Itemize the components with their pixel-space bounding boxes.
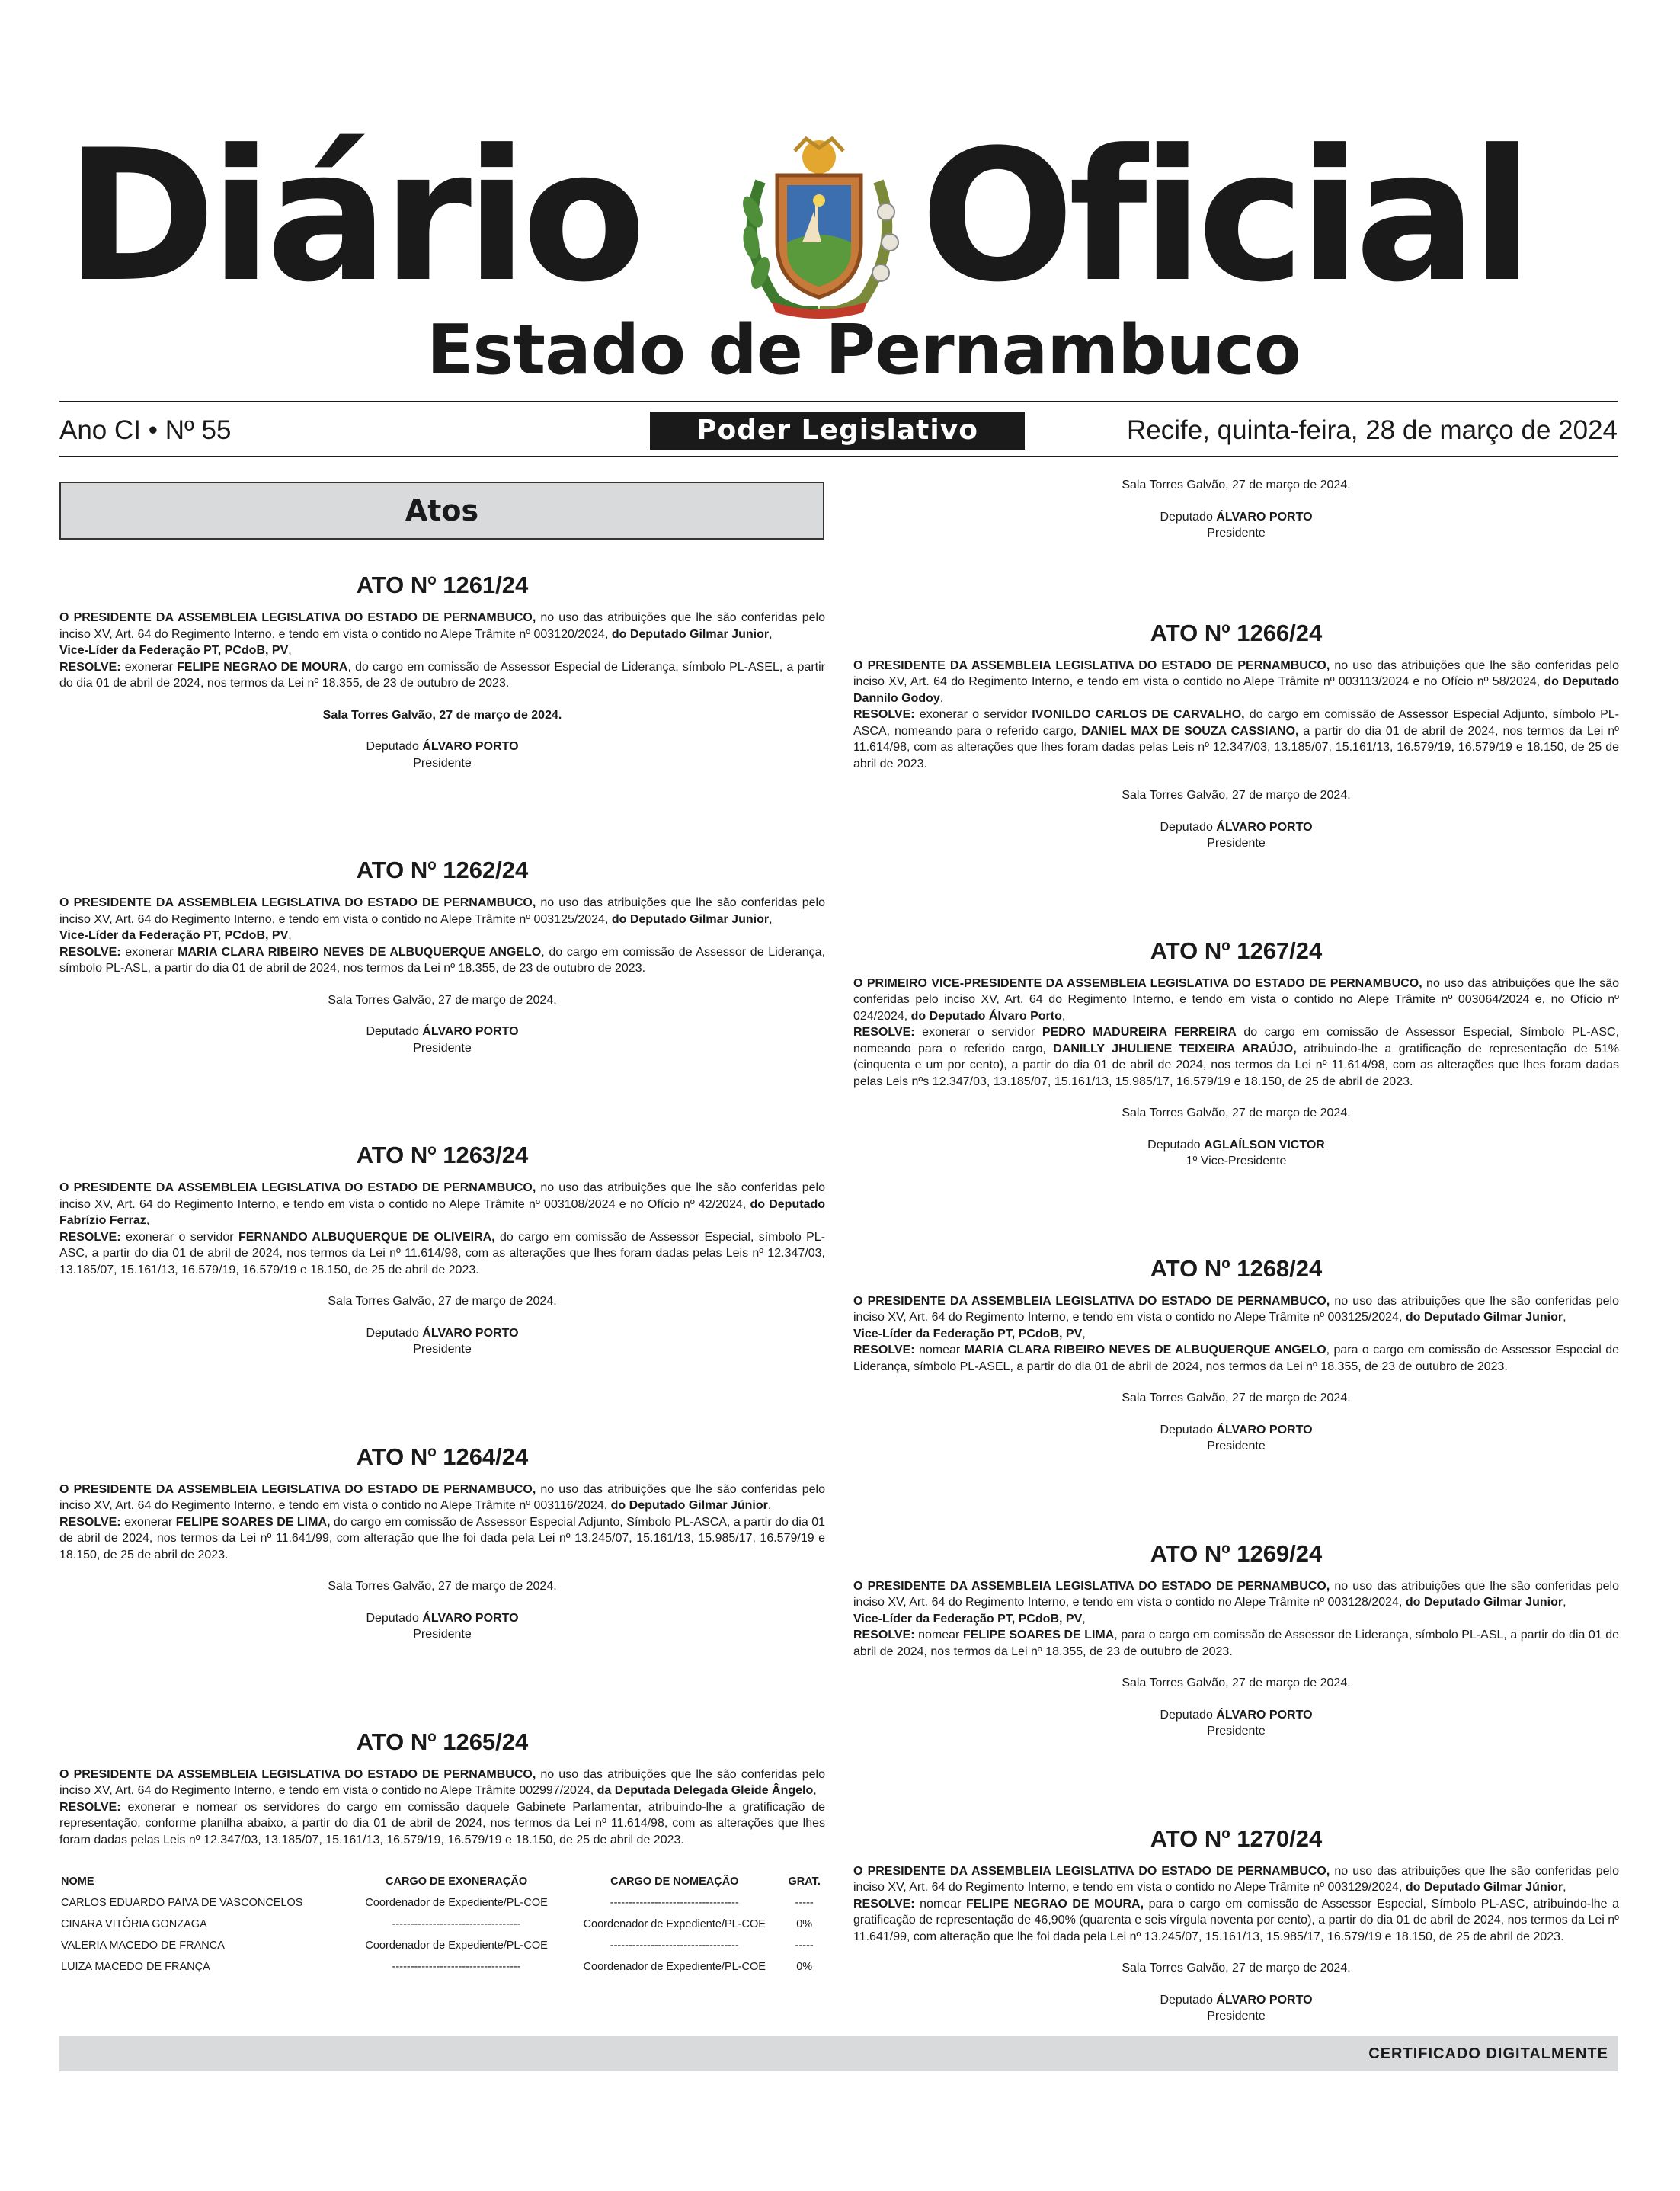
act-body: O PRESIDENTE DA ASSEMBLEIA LEGISLATIVA DO ESTADO DE PERNAMBUCO, no uso das atribuições que lhe são conferidas pelo inciso XV, Art. 64 do Regimento Interno, e tendo em vista o contido no Alepe Trâmite nº 003113/2024 e no Ofício nº 58/2024, do Deputado Dannilo Godoy, RESOLVE: exonerar o servidor IVONILDO CARLOS DE CARVALHO, do cargo em comissão de Assessor Especial Adjunto, símbolo PL-ASCA, nomeando para o referido cargo, DANIEL MAX DE SOUZA CASSIANO, a partir do dia 01 de abril de 2024, nos termos da Lei nº 11.614/98, com as alterações que lhes foram dadas pelas Leis nº 12.347/03, 13.185/07, 15.161/13, 16.579/19, 16.579/19 e 18.150, de 25 de abril de 2023.	[853, 658, 1620, 770]
act-title: ATO Nº 1270/24	[1150, 1824, 1323, 1852]
table-cell: CARLOS EDUARDO PAIVA DE VASCONCELOS	[61, 1897, 303, 1909]
table-cell: -----------------------------------	[610, 1897, 739, 1909]
table-cell: 0%	[796, 1918, 813, 1930]
act-signature-role: Presidente	[413, 1628, 472, 1641]
act-block	[59, 1140, 825, 1358]
table-row	[59, 1914, 825, 1935]
act-signature-role: Presidente	[1207, 837, 1266, 850]
act-block	[853, 1539, 1619, 1740]
act-title: ATO Nº 1261/24	[356, 572, 529, 598]
act-block	[59, 1442, 825, 1643]
table-header: NOME	[61, 1875, 94, 1888]
info-bar	[59, 404, 1618, 457]
right-column	[853, 477, 1619, 2037]
header-rule-top	[59, 401, 1618, 402]
act-block	[853, 1824, 1619, 2025]
act-body: O PRESIDENTE DA ASSEMBLEIA LEGISLATIVA DO ESTADO DE PERNAMBUCO, no uso das atribuições que lhe são conferidas pelo inciso XV, Art. 64 do Regimento Interno, e tendo em vista o contido no Alepe Trâmite nº 003125/2024, do Deputado Gilmar Junior, Vice-Líder da Federação PT, PCdoB, PV, RESOLVE: exonerar MARIA CLARA RIBEIRO NEVES DE ALBUQUERQUE ANGELO, do cargo em comissão de Assessor de Liderança, símbolo PL-ASL, a partir do dia 01 de abril de 2024, nos termos da Lei nº 18.355, de 23 de outubro de 2023.	[59, 896, 826, 975]
pernambuco-coat-of-arms-icon	[730, 128, 909, 319]
table-cell: -----	[795, 1940, 814, 1952]
table-header: CARGO DE NOMEAÇÃO	[610, 1875, 739, 1888]
table-cell: CINARA VITÓRIA GONZAGA	[61, 1918, 207, 1930]
act-title: ATO Nº 1266/24	[1150, 619, 1323, 646]
header-rule-bottom	[59, 456, 1618, 457]
act-body: O PRESIDENTE DA ASSEMBLEIA LEGISLATIVA DO ESTADO DE PERNAMBUCO, no uso das atribuições que lhe são conferidas pelo inciso XV, Art. 64 do Regimento Interno, e tendo em vista o contido no Alepe Trâmite 002997/2024, da Deputada Delegada Gleide Ângelo, RESOLVE: exonerar e nomear os servidores do cargo em comissão daquele Gabinete Parlamentar, atribuindo-lhe a gratificação de representação, conforme planilha abaixo, a partir do dia 01 de abril de 2024, nos termos da Lei nº 11.614/98, com as alterações que lhes foram dadas pelas Leis nº 12.347/03, 13.185/07, 15.161/13, 16.579/19, 16.579/19 e 18.150, de 25 de abril de 2023.	[59, 1767, 825, 1847]
act-place-date: Sala Torres Galvão, 27 de março de 2024.	[322, 708, 562, 722]
act-place-date: Sala Torres Galvão, 27 de março de 2024.	[1122, 789, 1351, 802]
continued-signature	[853, 477, 1619, 542]
act-title: ATO Nº 1263/24	[356, 1142, 529, 1168]
act-signature: Deputado ÁLVARO PORTO	[366, 1326, 519, 1340]
act-signature-role: Presidente	[413, 1343, 472, 1356]
table-header: CARGO DE EXONERAÇÃO	[386, 1875, 528, 1888]
edition-number: Ano CI • Nº 55	[59, 415, 232, 445]
publication-date: Recife, quinta-feira, 28 de março de 2024	[1127, 415, 1618, 445]
masthead	[59, 111, 1621, 322]
act-block	[59, 570, 825, 771]
act-block	[59, 855, 825, 1056]
act-signature-role: Presidente	[1207, 2010, 1266, 2023]
act-place-date: Sala Torres Galvão, 27 de março de 2024.	[328, 993, 557, 1007]
table-row	[59, 1956, 825, 1978]
act-place-date: Sala Torres Galvão, 27 de março de 2024.	[1122, 1677, 1351, 1690]
table-cell: Coordenador de Expediente/PL-COE	[583, 1918, 766, 1930]
act-signature: Deputado ÁLVARO PORTO	[1160, 510, 1313, 524]
table-header-row	[59, 1871, 825, 1892]
staff-table	[59, 1871, 825, 1978]
table-cell: 0%	[796, 1961, 813, 1973]
table-header: GRAT.	[788, 1875, 821, 1888]
act-title: ATO Nº 1265/24	[356, 1728, 529, 1755]
digital-certificate-label: CERTIFICADO DIGITALMENTE	[1368, 2045, 1608, 2062]
section-badge: Poder Legislativo	[650, 412, 1025, 450]
table-row	[59, 1935, 825, 1956]
act-body: O PRESIDENTE DA ASSEMBLEIA LEGISLATIVA DO ESTADO DE PERNAMBUCO, no uso das atribuições que lhe são conferidas pelo inciso XV, Art. 64 do Regimento Interno, e tendo em vista o contido no Alepe Trâmite nº 003108/2024 e no Ofício nº 42/2024, do Deputado Fabrízio Ferraz, RESOLVE: exonerar o servidor FERNANDO ALBUQUERQUE DE OLIVEIRA, do cargo em comissão de Assessor Especial, símbolo PL-ASC, a partir do dia 01 de abril de 2024, nos termos da Lei nº 11.614/98, com as alterações que lhes foram dadas pelas Leis nº 12.347/03, 13.185/07, 15.161/13, 16.579/19, 16.579/19 e 18.150, de 25 de abril de 2023.	[59, 1181, 826, 1276]
act-body: O PRESIDENTE DA ASSEMBLEIA LEGISLATIVA DO ESTADO DE PERNAMBUCO, no uso das atribuições que lhe são conferidas pelo inciso XV, Art. 64 do Regimento Interno, e tendo em vista o contido no Alepe Trâmite nº 003125/2024, do Deputado Gilmar Junior, Vice-Líder da Federação PT, PCdoB, PV, RESOLVE: nomear MARIA CLARA RIBEIRO NEVES DE ALBUQUERQUE ANGELO, para o cargo em comissão de Assessor Especial de Liderança, símbolo PL-ASEL, a partir do dia 01 de abril de 2024, nos termos da Lei nº 18.355, de 23 de outubro de 2023.	[853, 1294, 1619, 1373]
act-signature-role: Presidente	[413, 1041, 472, 1055]
act-block	[59, 1727, 825, 1978]
masthead-subtitle: Estado de Pernambuco	[427, 310, 1301, 390]
act-signature: Deputado ÁLVARO PORTO	[366, 1025, 519, 1038]
act-signature: Deputado ÁLVARO PORTO	[1160, 1708, 1313, 1722]
act-title: ATO Nº 1262/24	[356, 857, 529, 883]
masthead-title-left: Diário	[66, 111, 641, 322]
act-title: ATO Nº 1269/24	[1150, 1539, 1323, 1567]
act-body: O PRESIDENTE DA ASSEMBLEIA LEGISLATIVA DO ESTADO DE PERNAMBUCO, no uso das atribuições que lhe são conferidas pelo inciso XV, Art. 64 do Regimento Interno, e tendo em vista o contido no Alepe Trâmite nº 003128/2024, do Deputado Gilmar Junior, Vice-Líder da Federação PT, PCdoB, PV, RESOLVE: nomear FELIPE SOARES DE LIMA, para o cargo em comissão de Assessor de Liderança, símbolo PL-ASL, a partir do dia 01 de abril de 2024, nos termos da Lei nº 18.355, de 23 de outubro de 2023.	[853, 1579, 1619, 1658]
act-place-date: Sala Torres Galvão, 27 de março de 2024.	[1122, 1962, 1351, 1975]
act-signature: Deputado ÁLVARO PORTO	[366, 740, 519, 753]
act-signature: Deputado ÁLVARO PORTO	[1160, 1423, 1313, 1437]
act-signature: Deputado ÁLVARO PORTO	[366, 1611, 519, 1625]
act-place-date: Sala Torres Galvão, 27 de março de 2024.	[1122, 479, 1351, 492]
footer-bar	[59, 2036, 1618, 2071]
left-column	[59, 570, 825, 1990]
act-place-date: Sala Torres Galvão, 27 de março de 2024.	[1122, 1107, 1351, 1120]
table-row	[59, 1892, 825, 1914]
act-signature: Deputado ÁLVARO PORTO	[1160, 1993, 1313, 2007]
act-signature-role: Presidente	[1207, 1440, 1266, 1453]
act-block	[853, 1254, 1619, 1455]
act-place-date: Sala Torres Galvão, 27 de março de 2024.	[328, 1580, 557, 1593]
table-cell: VALERIA MACEDO DE FRANCA	[61, 1940, 225, 1952]
act-signature: Deputado ÁLVARO PORTO	[1160, 820, 1313, 834]
table-cell: Coordenador de Expediente/PL-COE	[365, 1897, 548, 1909]
act-body: O PRESIDENTE DA ASSEMBLEIA LEGISLATIVA DO ESTADO DE PERNAMBUCO, no uso das atribuições que lhe são conferidas pelo inciso XV, Art. 64 do Regimento Interno, e tendo em vista o contido no Alepe Trâmite nº 003116/2024, do Deputado Gilmar Júnior, RESOLVE: exonerar FELIPE SOARES DE LIMA, do cargo em comissão de Assessor Especial Adjunto, Símbolo PL-ASCA, a partir do dia 01 de abril de 2024, nos termos da Lei nº 11.641/99, com alteração que lhe foi dada pela Lei nº 13.245/07, 15.161/13, 15.985/17, 16.579/19 e 18.150, de 25 de abril de 2023.	[59, 1482, 826, 1562]
act-block	[853, 618, 1619, 852]
table-cell: -----	[795, 1897, 814, 1909]
table-cell: Coordenador de Expediente/PL-COE	[583, 1961, 766, 1973]
masthead-title-right: Oficial	[920, 111, 1528, 322]
act-signature-role: Presidente	[1207, 527, 1266, 540]
act-title: ATO Nº 1268/24	[1150, 1254, 1323, 1282]
act-signature-role: Presidente	[1207, 1725, 1266, 1738]
act-place-date: Sala Torres Galvão, 27 de março de 2024.	[1122, 1392, 1351, 1405]
act-place-date: Sala Torres Galvão, 27 de março de 2024.	[328, 1295, 557, 1308]
table-cell: Coordenador de Expediente/PL-COE	[365, 1940, 548, 1952]
table-cell: -----------------------------------	[392, 1918, 521, 1930]
act-signature: Deputado AGLAÍLSON VICTOR	[1147, 1138, 1325, 1152]
act-title: ATO Nº 1267/24	[1150, 937, 1323, 964]
act-body: O PRESIDENTE DA ASSEMBLEIA LEGISLATIVA DO ESTADO DE PERNAMBUCO, no uso das atribuições que lhe são conferidas pelo inciso XV, Art. 64 do Regimento Interno, e tendo em vista o contido no Alepe Trâmite nº 003120/2024, do Deputado Gilmar Junior, Vice-Líder da Federação PT, PCdoB, PV, RESOLVE: exonerar FELIPE NEGRAO DE MOURA, do cargo em comissão de Assessor Especial de Liderança, símbolo PL-ASEL, a partir do dia 01 de abril de 2024, nos termos da Lei nº 18.355, de 23 de outubro de 2023.	[59, 611, 826, 690]
act-body: O PRIMEIRO VICE-PRESIDENTE DA ASSEMBLEIA LEGISLATIVA DO ESTADO DE PERNAMBUCO, no uso das atribuições que lhe são conferidas pelo inciso XV, Art. 64 do Regimento Interno, e tendo em vista o contido no Alepe Trâmite nº 003064/2024 e, no Ofício nº 024/2024, do Deputado Álvaro Porto, RESOLVE: exonerar o servidor PEDRO MADUREIRA FERREIRA do cargo em comissão de Assessor Especial, Símbolo PL-ASC, nomeando para o referido cargo, DANILLY JHULIENE TEIXEIRA ARAÚJO, atribuindo-lhe a gratificação de representação de 51% (cinquenta e um por cento), a partir do dia 01 de abril de 2024, nos termos da Lei nº 11.614/98, com as alterações que lhes foram dadas pelas Leis nºs 12.347/03, 13.185/07, 15.161/13, 15.985/17, 16.579/19 e 18.150, de 25 de abril de 2023.	[853, 976, 1620, 1088]
table-cell: -----------------------------------	[392, 1961, 521, 1973]
section-heading: Atos	[59, 482, 824, 540]
act-signature-role: 1º Vice-Presidente	[1186, 1155, 1287, 1168]
act-body: O PRESIDENTE DA ASSEMBLEIA LEGISLATIVA DO ESTADO DE PERNAMBUCO, no uso das atribuições que lhe são conferidas pelo inciso XV, Art. 64 do Regimento Interno, e tendo em vista o contido no Alepe Trâmite nº 003129/2024, do Deputado Gilmar Júnior, RESOLVE: nomear FELIPE NEGRAO DE MOURA, para o cargo em comissão de Assessor Especial, Símbolo PL-ASC, atribuindo-lhe a gratificação de representação de 46,90% (quarenta e seis vírgula noventa por cento), a partir do dia 01 de abril de 2024, nos termos da Lei nº 11.641/99, com alteração que lhe foi dada pela Lei nº 13.245/07, 15.161/13, 15.985/17, 16.579/19 e 18.150, de 25 de abril de 2023.	[853, 1864, 1620, 1943]
act-title: ATO Nº 1264/24	[356, 1443, 529, 1470]
table-cell: LUIZA MACEDO DE FRANÇA	[61, 1961, 210, 1973]
table-cell: -----------------------------------	[610, 1940, 739, 1952]
act-block	[853, 936, 1619, 1170]
act-signature-role: Presidente	[413, 756, 472, 770]
